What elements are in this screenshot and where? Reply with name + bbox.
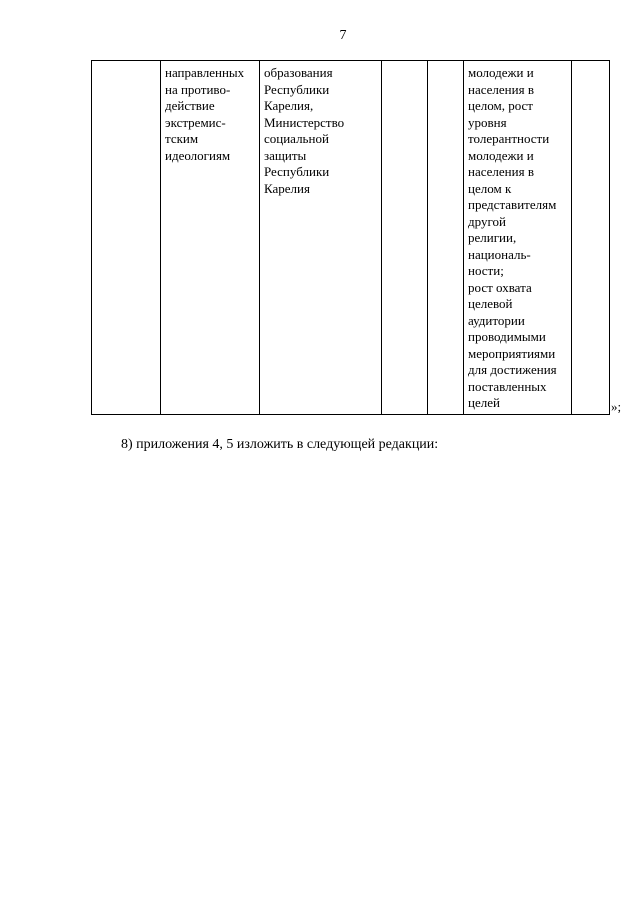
table-cell-activity: направленных на противо- действие экстремис- тским идеологиям bbox=[161, 61, 260, 415]
program-table bbox=[91, 60, 610, 415]
table-cell-indicator bbox=[572, 61, 610, 415]
table-cell-result: молодежи и населения в целом, рост уровня толерантности молодежи и населения в целом к представителям другой религии, националь- ности; рост охвата целевой аудитории проводимыми мероприятиями для достижения поставленных целей bbox=[464, 61, 572, 415]
page-number: 7 bbox=[339, 28, 347, 43]
table-cell-start bbox=[382, 61, 428, 415]
amendment-paragraph: 8) приложения 4, 5 изложить в следующей редакции: bbox=[121, 437, 439, 452]
closing-quote-mark: »; bbox=[611, 399, 622, 414]
table-cell-executors: образования Республики Карелия, Министерство социальной защиты Республики Карелия bbox=[260, 61, 382, 415]
table-cell-end bbox=[428, 61, 464, 415]
table-row bbox=[92, 61, 610, 415]
table-cell-number bbox=[92, 61, 161, 415]
